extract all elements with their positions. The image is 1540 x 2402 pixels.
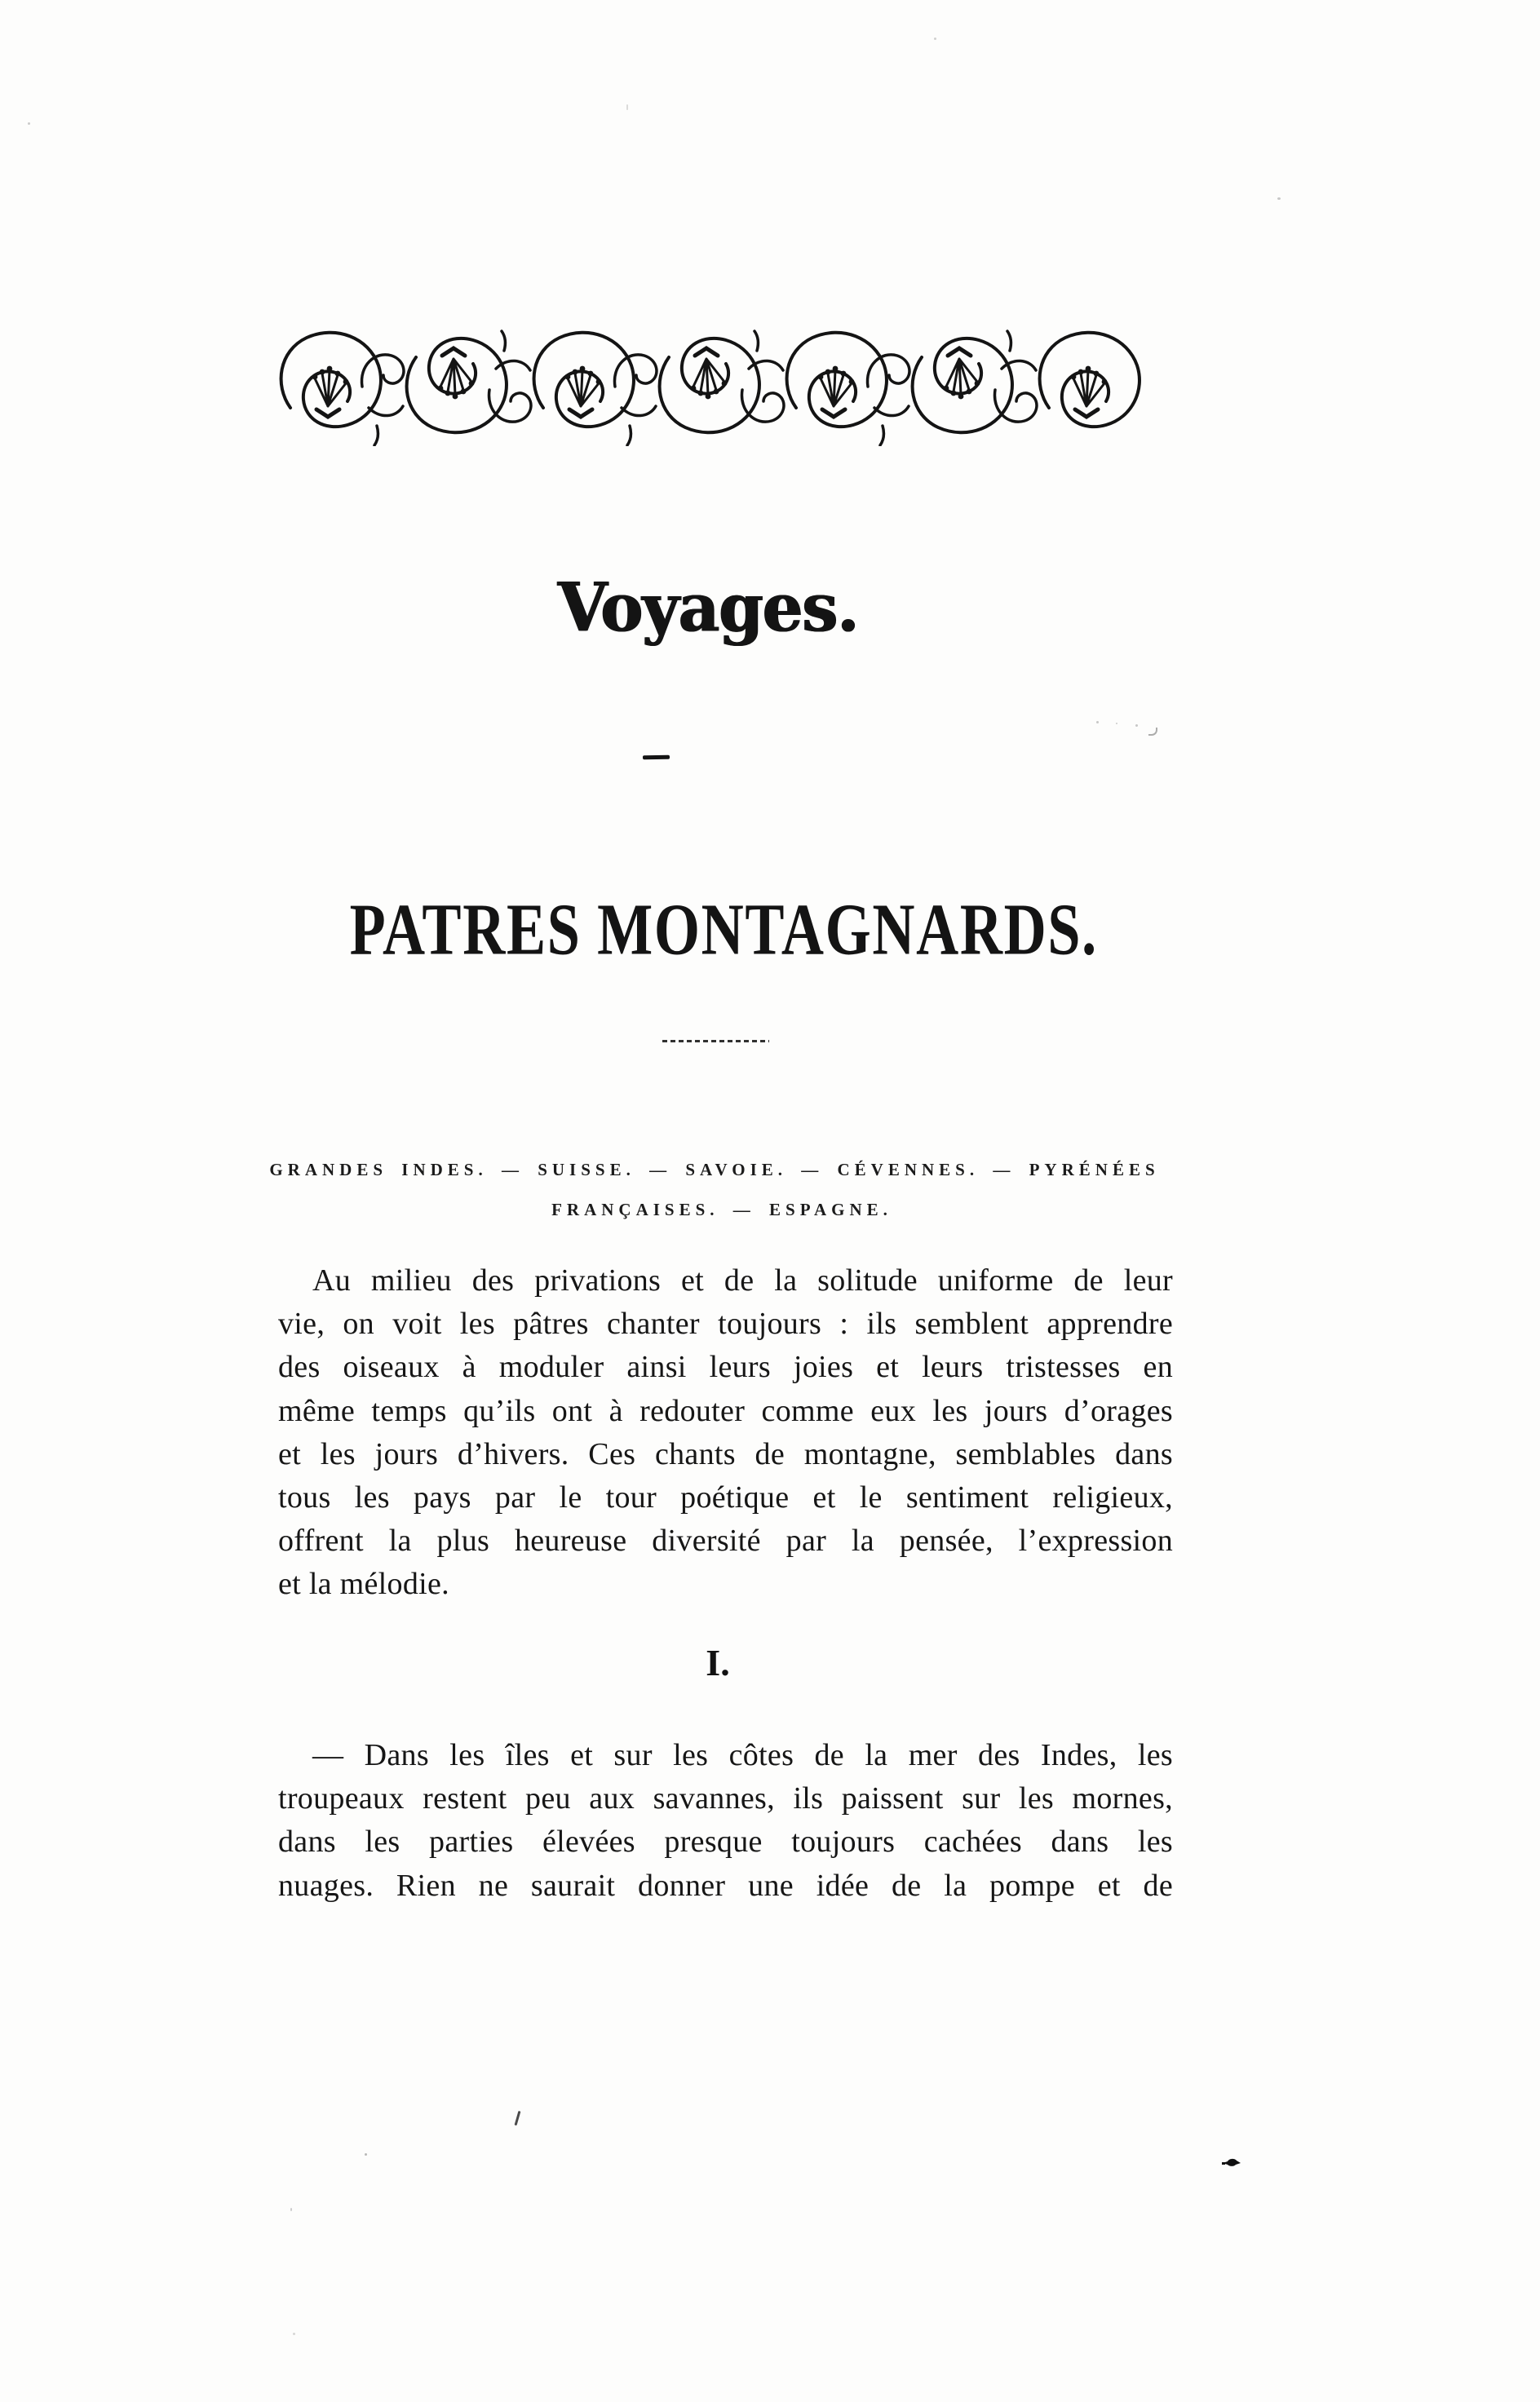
paper-speck xyxy=(365,2153,367,2156)
paper-speck xyxy=(1277,197,1281,200)
text-line: dans les parties élevées presque toujours cachées dans les xyxy=(278,1825,1173,1860)
text-line: et les jours d’hivers. Ces chants de montagne, semblables dans xyxy=(278,1436,1173,1471)
paper-squiggle xyxy=(1148,728,1157,736)
paper-speck xyxy=(290,2208,292,2211)
text-line: — Dans les îles et sur les côtes de la mer des Indes, les xyxy=(312,1738,1173,1772)
text-line: Au milieu des privations et de la solitude uniforme de leur xyxy=(312,1263,1173,1298)
subtitle-line: GRANDES INDES. — SUISSE. — SAVOIE. — CÉVENNES. — PYRÉNÉES xyxy=(269,1160,1160,1179)
masthead-title: Voyages. xyxy=(557,568,859,648)
paper-speck xyxy=(1116,723,1117,724)
text-line: vie, on voit les pâtres chanter toujours : ils semblent apprendre xyxy=(278,1307,1173,1342)
paper-speck xyxy=(1135,724,1138,727)
paragraph-2 xyxy=(278,1734,1173,1908)
paper-speck xyxy=(28,122,30,125)
paper-speck xyxy=(293,2333,295,2335)
paper-slash-mark xyxy=(515,2111,520,2126)
article-title-text: PATRES MONTAGNARDS. xyxy=(349,890,1098,971)
paper-speck xyxy=(1096,721,1099,723)
text-line: offrent la plus heureuse diversité par la pensée, l’expression xyxy=(278,1524,1173,1559)
text-line: des oiseaux à moduler ainsi leurs joies et leurs tristesses en xyxy=(278,1350,1173,1385)
dash-divider xyxy=(643,755,670,760)
text-line: troupeaux restent peu aux savannes, ils paissent sur les mornes, xyxy=(278,1781,1173,1816)
dotted-divider xyxy=(662,1040,769,1042)
article-title xyxy=(0,889,1447,971)
text-line: tous les pays par le tour poétique et le sentiment religieux, xyxy=(278,1480,1173,1515)
text-line: nuages. Rien ne saurait donner une idée de la pompe et de xyxy=(278,1868,1173,1903)
floral-frieze-ornament xyxy=(269,320,1148,446)
text-line: et la mélodie. xyxy=(278,1567,449,1602)
paper-speck xyxy=(934,38,936,40)
text-line: même temps qu’ils ont à redouter comme eux les jours d’orages xyxy=(278,1393,1173,1428)
section-numeral: I. xyxy=(706,1642,730,1683)
paragraph-1 xyxy=(278,1259,1173,1607)
paper-speck xyxy=(626,104,628,110)
ink-blot xyxy=(1222,2156,1241,2169)
subtitle-line: FRANÇAISES. — ESPAGNE. xyxy=(551,1200,892,1219)
